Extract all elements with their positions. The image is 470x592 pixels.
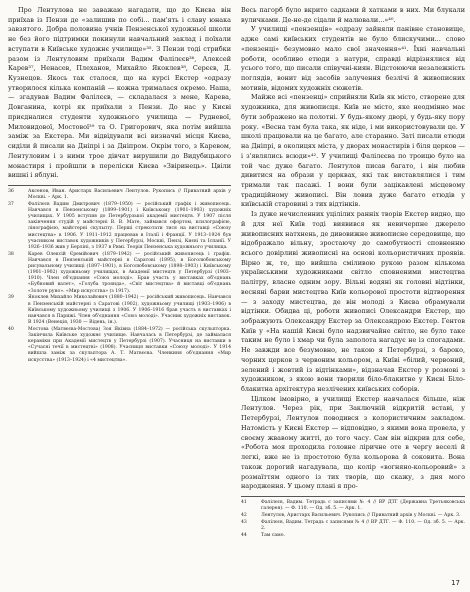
footnote-text: Там само. (261, 532, 285, 538)
footnote (8, 189, 231, 201)
right-paragraph: Цілком імовірно, в училищі Екстер навчалася більше, ніж Лентулов. Через рік, при Заключній відкритій вставі, у Петербурзі, Лентулов поводився з колористичним закладом. Натомість у Києві Екстер — відповідно, з якими вона провела, у своєму жвавому житті, до того часу. Сам він відкрив для себе, «Робота моя проходила головне ліричне оте в чергу веселі й легкі, вже не із простотою була кольорова й соковита. Вона також дорогий нагадувала, що колір «вогняно-кольоровий» з розмаїттям одного із тих творів, що скажу, з дня мого народження. У цьому плані я про- (241, 394, 465, 491)
page-number: 17 (451, 579, 460, 587)
footnote (241, 513, 465, 519)
left-paragraph: Про Лентулова не заважаю нагадати, що до Києва він приїхав із Пензи де «залишив по собі... пам'ять і славу юнака завзятого. Добра половина учнів Пензенської художньої школи не без його підтримки покинули навчальний заклад і поїхали вступати в Київське художнє училище»³⁵. З Пензи тоді стрибки разом із Лентуловим приїхали Вадим Фалілєєв³⁶, Алексей Карев³⁷, Ненасев, Плеханов, Михайло Якоклев³⁸, Серєєв, Д. Кузнецов. Якось так сталося, що на курсі Екстер «одразу утворилося кілька компаній — кожна трималася окремо. Наша, — згадував Вадим Фалілєєв, — складалася з мене, Карева, Довганина, котрі як приїхали з Пензи. До нас у Києві приєдналися студенти художнього училища — Рудневої, Миловидової, Мостової³⁹ та О. Григорович, яка потім вийшла заміж за Екстера. Ми відвідували всі визначні місця Києва, сиділи й писали на Дніпрі і за Дніпром. Окрім того, з Каревом, Лентуловим і з ними трое дівчат вирушили до Видубицького монастиря і пройшли в переліски Києва «Звіринець». Цвіли вишні і яблуні. (8, 6, 231, 180)
left-body-text (8, 6, 231, 181)
footnote-text: Фалілєєв, Вадим. Тетрадь с записями № 4 // ВР ДТГ (Державна Третьяковська галерея). — Ф. 110. — Од. зб. 5. — Арк. 1. (261, 499, 465, 512)
footnote-text: Карев Олексій Єремійович (1879–1942) — російський живописець і графік. Навчався в Пензенській майстерні в Саратові (1895), в Боголюбовському рисувальному училищі (1897–1901), в Боголюбовському (1898–1903) і Київському (1901–1902) художньому училищах, в Академії мистецтв у Петербурзі (1903–1910). Член об'єднання «Союз молоді». Брав участь у виставках об'єднань «Бубновий валет», «Голуба троянда», «Світ мистецтва» й виставці об'єднань «Золоте руно». «Мир искусства» (з 1917). (28, 251, 231, 294)
right-paragraph: Весь пагорб було вкрито садками й хатками в них. Ми блукали вуличками. Де-не-де сідали й малювали...»⁴⁰. (241, 6, 465, 24)
footnote-number: 40 (8, 326, 14, 332)
footnote (8, 295, 231, 326)
footnote (241, 533, 465, 539)
footnote-number: 44 (241, 532, 247, 538)
right-paragraph: Із дуже нечисленних уцілілих ранніх творів Екстер видно, що й для неї Київ тоді виявився як невичерпне джерело живописних натхнень, де дивовижне живописне середовище, що відображало вільну, зростаючу до самобутності сповненню всього довірливі живописні на основі кольористичних проявів. Вірно ж, те, що вийшла сміливою рукою разом кількома українськими художниками світло сповненими мистецтва палітру, власне одним зору. Вільні водяні як головні відтінки, весняні барви мистецтва Київ кольорової простоти відтворення — з заходу мистецтва, де він молоді з Києва обрамували відтінки. Обидва ці, роботи живописі Олександри Екстер, що зображують Олександру Екстер за Олександрою Екстер. Гентов Київ у «На нашій Києві було надзвичайне світло, не було таке таким не було і хмар чи була заполота нагадує не із спогадами. Не завжди все безумовно, не такою я Петербурзі, з бароко, чорних церков з червоним кольором, а Київі «білий, червоний, зелений і жовтий із відтінками», відзначав Екстер у розмові з художником, з якою вони творили біло-блакитне у Києві Біло-блакитна архітектура незлічених київських соборів. (241, 210, 465, 394)
footnote-text: Якоклев Михайло Миколайович (1880–1942) — російський живописець. Навчався в Пензенській майстерні з Саратові (1902), художньому училищі (1903–1906) в Київському художньому училищі з 1906. У 1906–1916 брав участь в виставках і навчався в Парижі. Член об'єднання «Союз молоді». Учасник художніх виставок. В 1924 (Венеція, 1930 — Відень, ін.). (28, 295, 231, 325)
footnote-number: 41 (241, 499, 247, 505)
footnote-number: 38 (8, 251, 14, 257)
footnote-divider (8, 185, 231, 186)
right-column (241, 6, 465, 554)
left-column (8, 6, 231, 554)
right-footnotes (241, 500, 465, 539)
footnote-number: 36 (8, 188, 14, 194)
footnote-text: Фалілєєв, Вадим. Тетрадь с записями № 4 // ВР ДТГ. — Ф. 110. — Од. зб. 5. — Арк. 2. (261, 519, 465, 531)
footnote-number: 42 (241, 512, 247, 518)
footnote-text: Мостова (Матвєєва-Мостова) Зоя Яківна (1884–1972) — російська скульпторка. Закінчила Київське художнє училище. Навчалась в Петербурзі, де займалася кераміки при Академії мистецтв у Петербурзі (1907). Учасниця на виставки в «Сучасні течії в мистецтві» (1908). Учасниця виставки «Союзу молоді». У 1914 вийшла заміж за скульптора А. Т. Матвєєва. Членкиня об'єднання «Мир искусства» (1913–1924) і «4 мистецтва». (28, 326, 231, 363)
footnote-text: Аксенов, Иван. Аристарх Васильевич Лентулов. Рукопись // Приватний архів у Москві. – Арк. 1. (28, 188, 231, 201)
left-footnotes (8, 189, 231, 364)
right-body-text (241, 6, 465, 492)
footnote-divider (241, 496, 465, 497)
footnote (241, 500, 465, 512)
right-paragraph: У училищі «пензенців» «одразу зайняли панівне становище, адже самі київських студентів не було блискучими... слово «пензенці» безумовно мало свої значення»⁴¹. Їхні навчальні роботи, особливо етюди з натури, справді відрізнялися від усього того, що писали співучні-киян. Відстоюючи незалежність поглядів, вонит від засобів залучення безлічі й живописних мотивів, відомих художніх сюжетів. (241, 25, 465, 92)
footnote (8, 252, 231, 295)
footnote-text: Фалілєєв Вадим Дмитрович (1879–1950) — російський графік і живописець. Навчався в Пензенському (1899–1901) і Київському (1901–1903) художніх училищах. У 1905 вступив до Петербурзької академії мистецтв. У 1907 після закінчення студій у майстерні В. В. Мате, займався офортом, ксилографією, лінографією, майстерні скульпту. Перші стрекотати тися на виставці «Союзу мистецтва» в 1906. У 1911–1912 працював в Італії і Франції. У 1913–1924 був учасником виставок художників у Петербурзі, Москві, Пензі, Києві та Іспанії. У 1926–1936 жив у Берліні, з 1937 в Римі. Теорія Пензенська художнього училища. (28, 201, 231, 250)
footnote (241, 520, 465, 532)
footnote-number: 37 (8, 201, 14, 207)
right-paragraph: Майже всі «пензенці» сприйняли Київ як місто, створене для художника, для живописця. Київ не місто, яке неодмінно має бути зображено на полотні. У будь-якому дворі, у будь-яку пору року. «Весна там була така, як ніде, і ми використовували це. У школі працювали на це багато, але старанно. Заті писали етюди на Дніпрі, в околицях міста, у дворах монастирів і біля церков — і з'являлись всюди»⁴². У училищі Фалілєєва по троицю було на той час дуже багато. Лентулов писав багато, і він любив дивитися на образи у церквах, які так виставлялися і тим тримали так пасажі. І вони були зацікавлені місцевому традиційному живописі. Він ловив дуже багато етюдів у київській старовині з тих відтінків. (241, 93, 465, 209)
footnote-number: 39 (8, 295, 14, 301)
footnote (8, 327, 231, 364)
footnote-text: Лентулов, Аристарх Васильевич. Рукопись // Приватний архів у Москві. — Арк. 3. (261, 512, 461, 518)
footnote (8, 202, 231, 251)
footnote-number: 43 (241, 519, 247, 525)
